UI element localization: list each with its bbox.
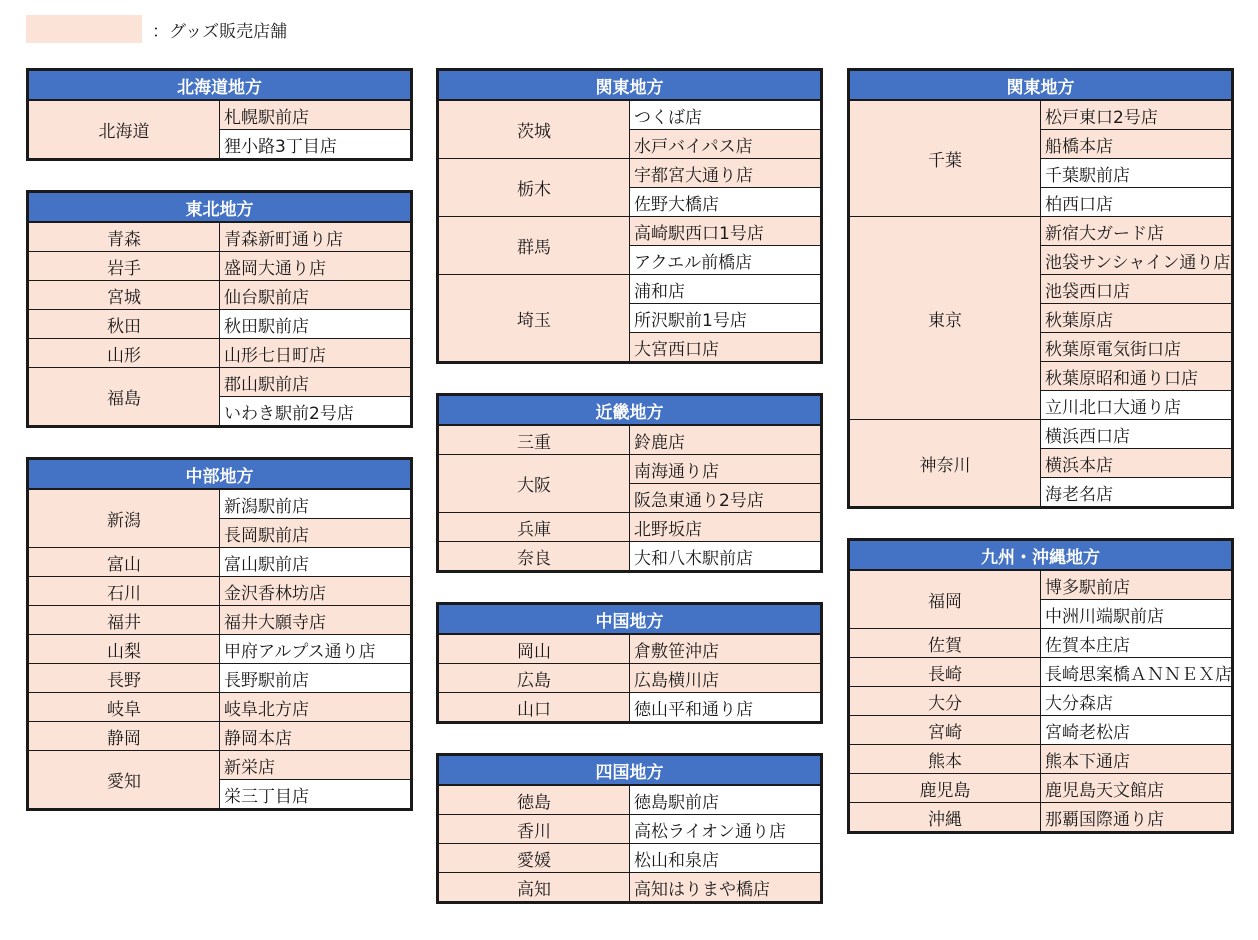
store-cell: つくば店 [630,100,822,130]
table-row [849,716,1233,745]
table-row [438,693,822,723]
prefecture-cell: 静岡 [28,722,220,751]
store-cell: 新栄店 [220,751,412,780]
table-row [438,217,822,246]
store-cell: 宮崎老松店 [1041,716,1233,745]
store-cell: 新宿大ガード店 [1041,217,1233,246]
prefecture-cell: 新潟 [28,489,220,548]
prefecture-cell: 大阪 [438,455,630,513]
store-cell: 高崎駅西口1号店 [630,217,822,246]
store-cell: 横浜本店 [1041,449,1233,478]
region-table [26,68,413,161]
prefecture-cell: 岐阜 [28,693,220,722]
prefecture-cell: 愛知 [28,751,220,810]
prefecture-cell: 香川 [438,815,630,844]
prefecture-cell: 岩手 [28,252,220,281]
prefecture-cell: 千葉 [849,100,1041,217]
store-cell: 海老名店 [1041,478,1233,508]
table-row [849,629,1233,658]
store-cell: 松戸東口2号店 [1041,100,1233,130]
table-row [28,693,412,722]
table-row [849,100,1233,130]
store-cell: 鹿児島天文館店 [1041,774,1233,803]
table-row [28,368,412,397]
store-cell: 福井大願寺店 [220,606,412,635]
region-table [26,457,413,811]
table-row [28,664,412,693]
prefecture-cell: 北海道 [28,100,220,160]
store-cell: 岐阜北方店 [220,693,412,722]
region-title: 近畿地方 [438,395,822,426]
prefecture-cell: 佐賀 [849,629,1041,658]
region-table [436,753,823,904]
store-cell: 大宮西口店 [630,333,822,363]
prefecture-cell: 三重 [438,425,630,455]
table-row [28,222,412,252]
prefecture-cell: 山梨 [28,635,220,664]
store-cell: 富山駅前店 [220,548,412,577]
store-cell: 長岡駅前店 [220,519,412,548]
region-table [847,68,1234,509]
prefecture-cell: 長崎 [849,658,1041,687]
table-row [849,687,1233,716]
prefecture-cell: 広島 [438,664,630,693]
prefecture-cell: 徳島 [438,785,630,815]
table-row [438,815,822,844]
store-cell: 新潟駅前店 [220,489,412,519]
store-cell: 盛岡大通り店 [220,252,412,281]
prefecture-cell: 栃木 [438,159,630,217]
table-row [849,570,1233,600]
prefecture-cell: 愛媛 [438,844,630,873]
region-title: 中部地方 [28,459,412,490]
store-cell: 中洲川端駅前店 [1041,600,1233,629]
prefecture-cell: 沖縄 [849,803,1041,833]
table-row [28,577,412,606]
table-row [438,785,822,815]
prefecture-cell: 福島 [28,368,220,427]
prefecture-cell: 宮崎 [849,716,1041,745]
table-row [849,745,1233,774]
prefecture-cell: 岡山 [438,634,630,664]
region-table [26,190,413,428]
table-row [438,542,822,572]
store-cell: 南海通り店 [630,455,822,484]
region-title: 東北地方 [28,192,412,223]
store-cell: 栄三丁目店 [220,780,412,810]
region-table [436,393,823,573]
store-cell: 高知はりまや橋店 [630,873,822,903]
store-cell: 長野駅前店 [220,664,412,693]
store-cell: 広島横川店 [630,664,822,693]
legend-label: ：グッズ販売店舗 [152,21,288,42]
store-cell: 静岡本店 [220,722,412,751]
prefecture-cell: 埼玉 [438,275,630,363]
column-middle [436,68,823,933]
store-cell: 郡山駅前店 [220,368,412,397]
table-row [28,100,412,130]
region-title: 中国地方 [438,604,822,635]
table-row [28,751,412,780]
table-row [28,252,412,281]
store-cell: 札幌駅前店 [220,100,412,130]
store-cell: 水戸バイパス店 [630,130,822,159]
region-table [847,538,1234,834]
prefecture-cell: 兵庫 [438,513,630,542]
table-row [438,425,822,455]
prefecture-cell: 福岡 [849,570,1041,629]
table-row [849,803,1233,833]
prefecture-cell: 山形 [28,339,220,368]
store-cell: 阪急東通り2号店 [630,484,822,513]
prefecture-cell: 福井 [28,606,220,635]
table-row [438,844,822,873]
prefecture-cell: 神奈川 [849,420,1041,508]
store-cell: 青森新町通り店 [220,222,412,252]
column-right [847,68,1234,863]
store-cell: 池袋サンシャイン通り店 [1041,246,1233,275]
region-title: 北海道地方 [28,70,412,101]
table-row [438,275,822,304]
store-cell: 那覇国際通り店 [1041,803,1233,833]
store-cell: 大分森店 [1041,687,1233,716]
store-cell: 長崎思案橋ＡＮＮＥＸ店 [1041,658,1233,687]
table-row [438,664,822,693]
store-cell: 所沢駅前1号店 [630,304,822,333]
store-cell: 佐野大橋店 [630,188,822,217]
store-cell: 北野坂店 [630,513,822,542]
table-row [849,217,1233,246]
table-row [28,606,412,635]
store-cell: 山形七日町店 [220,339,412,368]
store-cell: 池袋西口店 [1041,275,1233,304]
table-row [438,100,822,130]
prefecture-cell: 宮城 [28,281,220,310]
prefecture-cell: 長野 [28,664,220,693]
table-row [438,455,822,484]
store-cell: 熊本下通店 [1041,745,1233,774]
prefecture-cell: 高知 [438,873,630,903]
prefecture-cell: 大分 [849,687,1041,716]
store-cell: 宇都宮大通り店 [630,159,822,188]
prefecture-cell: 石川 [28,577,220,606]
region-title: 四国地方 [438,755,822,786]
store-cell: アクエル前橋店 [630,246,822,275]
prefecture-cell: 茨城 [438,100,630,159]
store-cell: 千葉駅前店 [1041,159,1233,188]
store-cell: 秋田駅前店 [220,310,412,339]
store-cell: 博多駅前店 [1041,570,1233,600]
store-cell: 船橋本店 [1041,130,1233,159]
table-row [438,873,822,903]
store-cell: 柏西口店 [1041,188,1233,217]
prefecture-cell: 熊本 [849,745,1041,774]
legend [26,14,287,44]
store-cell: 徳島駅前店 [630,785,822,815]
table-row [849,774,1233,803]
store-cell: 秋葉原昭和通り口店 [1041,362,1233,391]
table-row [438,159,822,188]
prefecture-cell: 山口 [438,693,630,723]
store-cell: 甲府アルプス通り店 [220,635,412,664]
table-row [28,548,412,577]
store-cell: 金沢香林坊店 [220,577,412,606]
prefecture-cell: 青森 [28,222,220,252]
store-cell: 倉敷笹沖店 [630,634,822,664]
region-title: 関東地方 [438,70,822,101]
table-row [28,339,412,368]
table-row [849,420,1233,449]
table-row [28,635,412,664]
table-row [28,281,412,310]
prefecture-cell: 東京 [849,217,1041,420]
store-cell: 横浜西口店 [1041,420,1233,449]
store-cell: 徳山平和通り店 [630,693,822,723]
table-row [28,722,412,751]
store-cell: 浦和店 [630,275,822,304]
store-cell: 鈴鹿店 [630,425,822,455]
table-row [849,658,1233,687]
store-cell: 秋葉原店 [1041,304,1233,333]
prefecture-cell: 鹿児島 [849,774,1041,803]
store-cell: 松山和泉店 [630,844,822,873]
store-cell: 立川北口大通り店 [1041,391,1233,420]
store-cell: 高松ライオン通り店 [630,815,822,844]
table-row [28,310,412,339]
store-cell: いわき駅前2号店 [220,397,412,427]
store-cell: 仙台駅前店 [220,281,412,310]
prefecture-cell: 富山 [28,548,220,577]
store-cell: 秋葉原電気街口店 [1041,333,1233,362]
region-table [436,602,823,724]
prefecture-cell: 群馬 [438,217,630,275]
region-title: 九州・沖縄地方 [849,540,1233,571]
store-cell: 佐賀本庄店 [1041,629,1233,658]
table-row [438,513,822,542]
prefecture-cell: 奈良 [438,542,630,572]
region-title: 関東地方 [849,70,1233,101]
prefecture-cell: 秋田 [28,310,220,339]
store-cell: 大和八木駅前店 [630,542,822,572]
table-row [438,634,822,664]
region-table [436,68,823,364]
column-left [26,68,413,840]
table-row [28,489,412,519]
legend-swatch [26,15,142,43]
store-cell: 狸小路3丁目店 [220,130,412,160]
